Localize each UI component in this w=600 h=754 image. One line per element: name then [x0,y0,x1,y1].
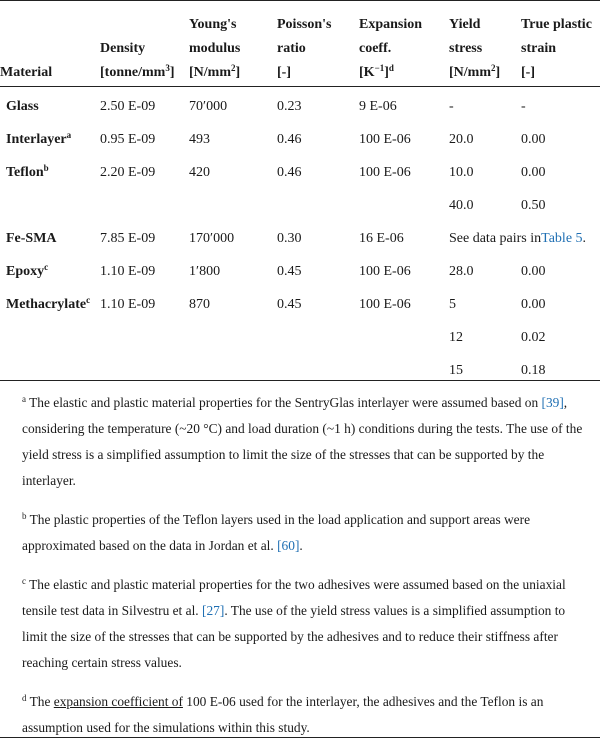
header-density: Density $[tonne/mm^3]$ [100,41,175,80]
footnote-d: $^d$ The expansion coefficient of 100 E-06 used for the interlayer, the adhesives and the Teflon is an assumption used for the simulations within this study. [22,693,544,735]
cell-density [100,359,189,392]
citation-link[interactable]: [60] [277,538,300,553]
cell-youngs: 420 [189,165,210,180]
cell-material: Methacrylate$^c$ [6,295,91,312]
cell-yield: 10.0 [449,165,474,180]
cell-youngs: 1′800 [189,264,221,279]
cell-material: Fe-SMA [6,231,57,246]
cell-poisson: 0.23 [277,99,302,114]
cell-strain: 0.50 [521,198,546,213]
cell-youngs: 170′000 [189,231,235,246]
cell-yield: 12 [449,330,463,345]
table-row [0,128,600,161]
cell-density: 1.10 E-09 [100,297,156,312]
footnote-c: $^c$ The elastic and plastic material properties for the two adhesives were assumed based on the uniaxial tensile test data in Silvestru et al. [27]. The use of the yield stress values is a simplified assumption to limit the size of the stresses that can be supported by the adhesives and to reduce their stiffness after reaching certain stress values. [22,576,566,670]
table-header-row [0,0,600,89]
cell-expansion [359,326,449,359]
cell-expansion: 100 E-06 [359,297,411,312]
cell-material: Teflon$^b$ [6,163,49,180]
cell-youngs: 493 [189,132,210,147]
cell-density: 1.10 E-09 [100,264,156,279]
cell-youngs [189,359,277,392]
table-row [0,161,600,194]
cell-yield: 20.0 [449,132,474,147]
cell-poisson [277,359,359,392]
cell-density: 7.85 E-09 [100,231,156,246]
header-true-plastic-strain: True plastic strain [-] [521,17,592,80]
citation-link[interactable]: [39] [541,395,564,410]
table-row [0,260,600,293]
cell-poisson: 0.30 [277,231,302,246]
body-bottom-rule [0,380,600,381]
header-poisson-ratio: Poisson's ratio [-] [277,17,332,80]
table-row [0,326,600,359]
cell-strain: 0.00 [521,165,546,180]
header-rule [0,86,600,87]
cell-youngs [189,326,277,359]
cell-yield: 15 [449,363,463,378]
table-5-link[interactable]: Table 5 [541,231,583,246]
table-row [0,293,600,326]
table-row [0,359,600,392]
cell-youngs: 70′000 [189,99,228,114]
footnote-a: $^a$ The elastic and plastic material properties for the SentryGlas interlayer were assumed based on [39], considering the temperature (~20 °C) and load duration (~1 h) conditions during the tests. The use of the yield stress is a simplified assumption to limit the size of the stresses that can be supported by the interlayer. [22,394,583,488]
cell-expansion: 100 E-06 [359,165,411,180]
table-row [0,194,600,227]
cell-strain: 0.00 [521,297,546,312]
table-footnotes [22,390,590,754]
cell-strain: 0.18 [521,363,546,378]
cell-expansion: 9 E-06 [359,99,397,114]
footnote-b: $^b$ The plastic properties of the Teflon layers used in the load application and support areas were approximated based on the data in Jordan et al. [60]. [22,511,531,553]
header-expansion-coeff: Expansion coeff. $[K^{-1}]^d$ [359,17,423,80]
cell-poisson: 0.46 [277,165,302,180]
table-row [0,227,600,260]
cell-expansion: 100 E-06 [359,264,411,279]
footnote-mark: d [22,693,27,703]
cell-material [0,359,100,392]
header-youngs-modulus: Young's modulus $[N/mm^2]$ [189,17,241,80]
cell-material: Epoxy$^c$ [6,262,49,279]
bottom-rule [0,737,600,738]
cell-material: Glass [6,99,39,114]
cell-density: 2.20 E-09 [100,165,156,180]
footnote-mark: c [22,576,26,586]
footnote-mark: a [22,394,26,404]
cell-density [100,326,189,359]
table-row [0,89,600,128]
footnote-mark: b [22,511,27,521]
cell-poisson: 0.45 [277,264,302,279]
cell-material [0,194,100,227]
cell-expansion: 100 E-06 [359,132,411,147]
cell-expansion [359,194,449,227]
cell-yield: 28.0 [449,264,474,279]
cell-density [100,194,189,227]
cell-strain: 0.00 [521,132,546,147]
cell-density: 2.50 E-09 [100,99,156,114]
cell-yield: 5 [449,297,456,312]
cell-density: 0.95 E-09 [100,132,156,147]
cell-yield-strain-span: See data pairs inTable 5. [449,231,587,246]
cell-strain: 0.02 [521,330,546,345]
cell-yield: - [449,99,454,114]
cell-strain: - [521,99,526,114]
cell-poisson [277,326,359,359]
cell-expansion: 16 E-06 [359,231,404,246]
cell-expansion [359,359,449,392]
header-yield-stress: Yield stress $[N/mm^2]$ [449,17,501,80]
cell-yield: 40.0 [449,198,474,213]
cell-material [0,326,100,359]
cell-poisson: 0.46 [277,132,302,147]
cell-poisson [277,194,359,227]
cell-strain: 0.00 [521,264,546,279]
cell-poisson: 0.45 [277,297,302,312]
header-material: Material [0,65,53,80]
cell-youngs [189,194,277,227]
cell-material: Interlayer$^a$ [6,130,72,147]
citation-link[interactable]: [27] [202,603,225,618]
cell-youngs: 870 [189,297,210,312]
